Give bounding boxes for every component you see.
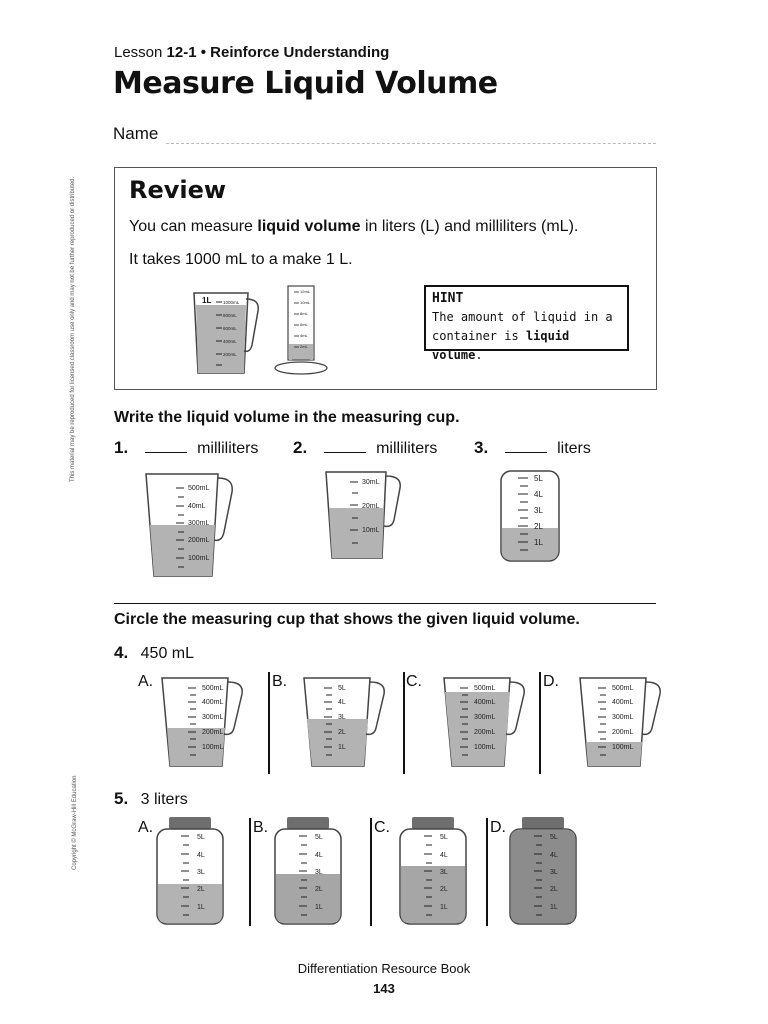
review-title: Review [129,176,227,204]
question-4 [114,643,194,663]
cup-label: 300mL [612,714,634,721]
hint-title: HINT [432,291,464,306]
cup-label: 30mL [362,479,380,486]
beaker-label: 1000mL [223,300,240,305]
hint-line-2-a: container is [432,329,519,343]
q4-choice-d-label: D. [543,673,559,690]
hint-period: . [475,348,483,362]
jar-label: 3L [534,506,543,515]
q5-choice-b-jar[interactable] [273,816,343,926]
jar-label: 2L [315,886,323,893]
measuring-cup-icon [142,470,236,582]
cup-label: 100mL [474,744,496,751]
cup-label: 100mL [202,744,224,751]
hint-line-2 [432,327,621,365]
jar-label: 1L [440,904,448,911]
cup-label: 200mL [474,729,496,736]
answer-1-blank[interactable] [145,439,187,453]
q4-choice-d-cup[interactable] [576,674,666,770]
jar-label: 3L [550,869,558,876]
jar-label: 3L [440,869,448,876]
q4-choice-a-label: A. [138,673,154,690]
section1-heading: Write the liquid volume in the measuring cup. [114,409,460,426]
jar-label: 3L [197,869,205,876]
answer-3-blank[interactable] [505,439,547,453]
choice-divider [370,818,372,926]
liter-beaker-icon [186,287,262,377]
cylinder-label: 12mL [300,289,311,294]
name-field[interactable] [166,143,656,144]
jar-label: 5L [197,834,205,841]
review-line-2: It takes 1000 mL to a make 1 L. [129,251,353,268]
question-1-number: 1. [114,438,129,457]
cup-label: 500mL [188,485,210,492]
cup-label: 5L [338,685,346,692]
review-term: liquid volume [257,218,361,235]
cup-label: 300mL [474,714,496,721]
jar-label: 1L [197,904,205,911]
jar-label: 5L [315,834,323,841]
q5-choice-a-label: A. [138,819,154,836]
question-4-number: 4. [114,643,129,662]
jar-label: 1L [534,538,543,547]
jar-label: 4L [550,852,558,859]
jar-label: 2L [534,522,543,531]
question-2-unit: milliliters [376,440,438,457]
q5-choice-b-label: B. [253,819,269,836]
section2-heading: Circle the measuring cup that shows the given liquid volume. [114,611,580,628]
cup-label: 1L [338,744,346,751]
q5-choice-c-label: C. [374,819,390,836]
q5-choice-d-jar[interactable] [508,816,578,926]
q5-choice-c-jar[interactable] [398,816,468,926]
jar-label: 1L [315,904,323,911]
cylinder-label: 10mL [300,300,311,305]
jar-label: 4L [440,852,448,859]
cup-label: 300mL [188,520,210,527]
jar-label: 1L [550,904,558,911]
jar-label: 2L [440,886,448,893]
q5-choice-a-jar[interactable] [155,816,225,926]
question-2 [293,438,437,458]
q4-choice-b-cup[interactable] [300,674,390,770]
cup-label: 200mL [202,729,224,736]
cylinder-label: 2mL [300,344,308,349]
beaker-label: 200mL [223,352,237,357]
copyright-line: Copyright © McGraw-Hill Education [72,775,78,870]
cylinder-label: 6mL [300,322,308,327]
jar-label: 4L [534,490,543,499]
q4-choice-c-cup[interactable] [440,674,530,770]
graduated-cylinder-icon [272,284,330,376]
choice-divider [249,818,251,926]
beaker-label: 800mL [223,313,237,318]
choice-divider [268,672,270,774]
hint-term: liquid volume [432,329,570,362]
cup-label: 500mL [202,685,224,692]
question-1-unit: milliliters [197,440,259,457]
review-line-1-a: You can measure [129,218,253,235]
beaker-label: 600mL [223,326,237,331]
choice-divider [539,672,541,774]
q5-choice-d-label: D. [490,819,506,836]
question-3 [474,438,591,458]
jar-label: 2L [550,886,558,893]
review-line-1-b: in liters (L) and milliliters (mL). [364,218,579,235]
name-label: Name [113,124,159,143]
lesson-number: 12-1 • Reinforce Understanding [166,44,390,61]
question-1 [114,438,258,458]
lesson-heading [114,44,389,61]
jar-label: 4L [315,852,323,859]
question-5 [114,789,188,809]
question-4-text: 450 mL [140,645,195,662]
cup-label: 200mL [188,537,210,544]
q4-choice-b-label: B. [272,673,288,690]
cup-label: 10mL [362,527,380,534]
choice-divider [403,672,405,774]
cylinder-label: 8mL [300,311,308,316]
jar-label: 5L [534,474,543,483]
cup-label: 100mL [612,744,634,751]
choice-divider [486,818,488,926]
hint-box [424,285,629,362]
question-5-text: 3 liters [140,791,188,808]
jar-label: 2L [197,886,205,893]
cup-label: 100mL [188,555,210,562]
cup-label: 400mL [202,699,224,706]
copyright-notice: This material may be reproduced for licensed classroom use only and may not be further reproduced or distributed. [70,176,76,482]
cylinder-label: 4mL [300,333,308,338]
q4-choice-c-label: C. [406,673,422,690]
cup-label: 2L [338,729,346,736]
page-number: 143 [373,981,395,996]
jar-label: 4L [197,852,205,859]
beaker-label: 400mL [223,339,237,344]
page-title: Measure Liquid Volume [113,66,498,101]
cup-label: 500mL [612,685,634,692]
question-5-number: 5. [114,789,129,808]
jar-label: 5L [550,834,558,841]
lesson-prefix: Lesson [114,44,163,61]
cup-label: 3L [338,714,346,721]
cup-label: 200mL [612,729,634,736]
question-3-number: 3. [474,438,489,457]
q4-choice-a-cup[interactable] [158,674,248,770]
cup-label: 400mL [612,699,634,706]
cup-label: 40mL [188,503,206,510]
answer-2-blank[interactable] [324,439,366,453]
jar-label: 3L [315,869,323,876]
measuring-cup-icon [322,468,404,564]
question-3-unit: liters [557,440,591,457]
cup-label: 20mL [362,503,380,510]
hint-line-1: The amount of liquid in a [432,310,613,324]
cup-label: 500mL [474,685,496,692]
section-divider [114,603,656,604]
jar-label: 5L [440,834,448,841]
cup-label: 300mL [202,714,224,721]
footer-book-title: Differentiation Resource Book [297,961,471,976]
beaker-liter-label: 1L [202,296,212,305]
review-line-1 [129,218,578,236]
question-2-number: 2. [293,438,308,457]
jar-icon [498,468,562,564]
cup-label: 4L [338,699,346,706]
cup-label: 400mL [474,699,496,706]
